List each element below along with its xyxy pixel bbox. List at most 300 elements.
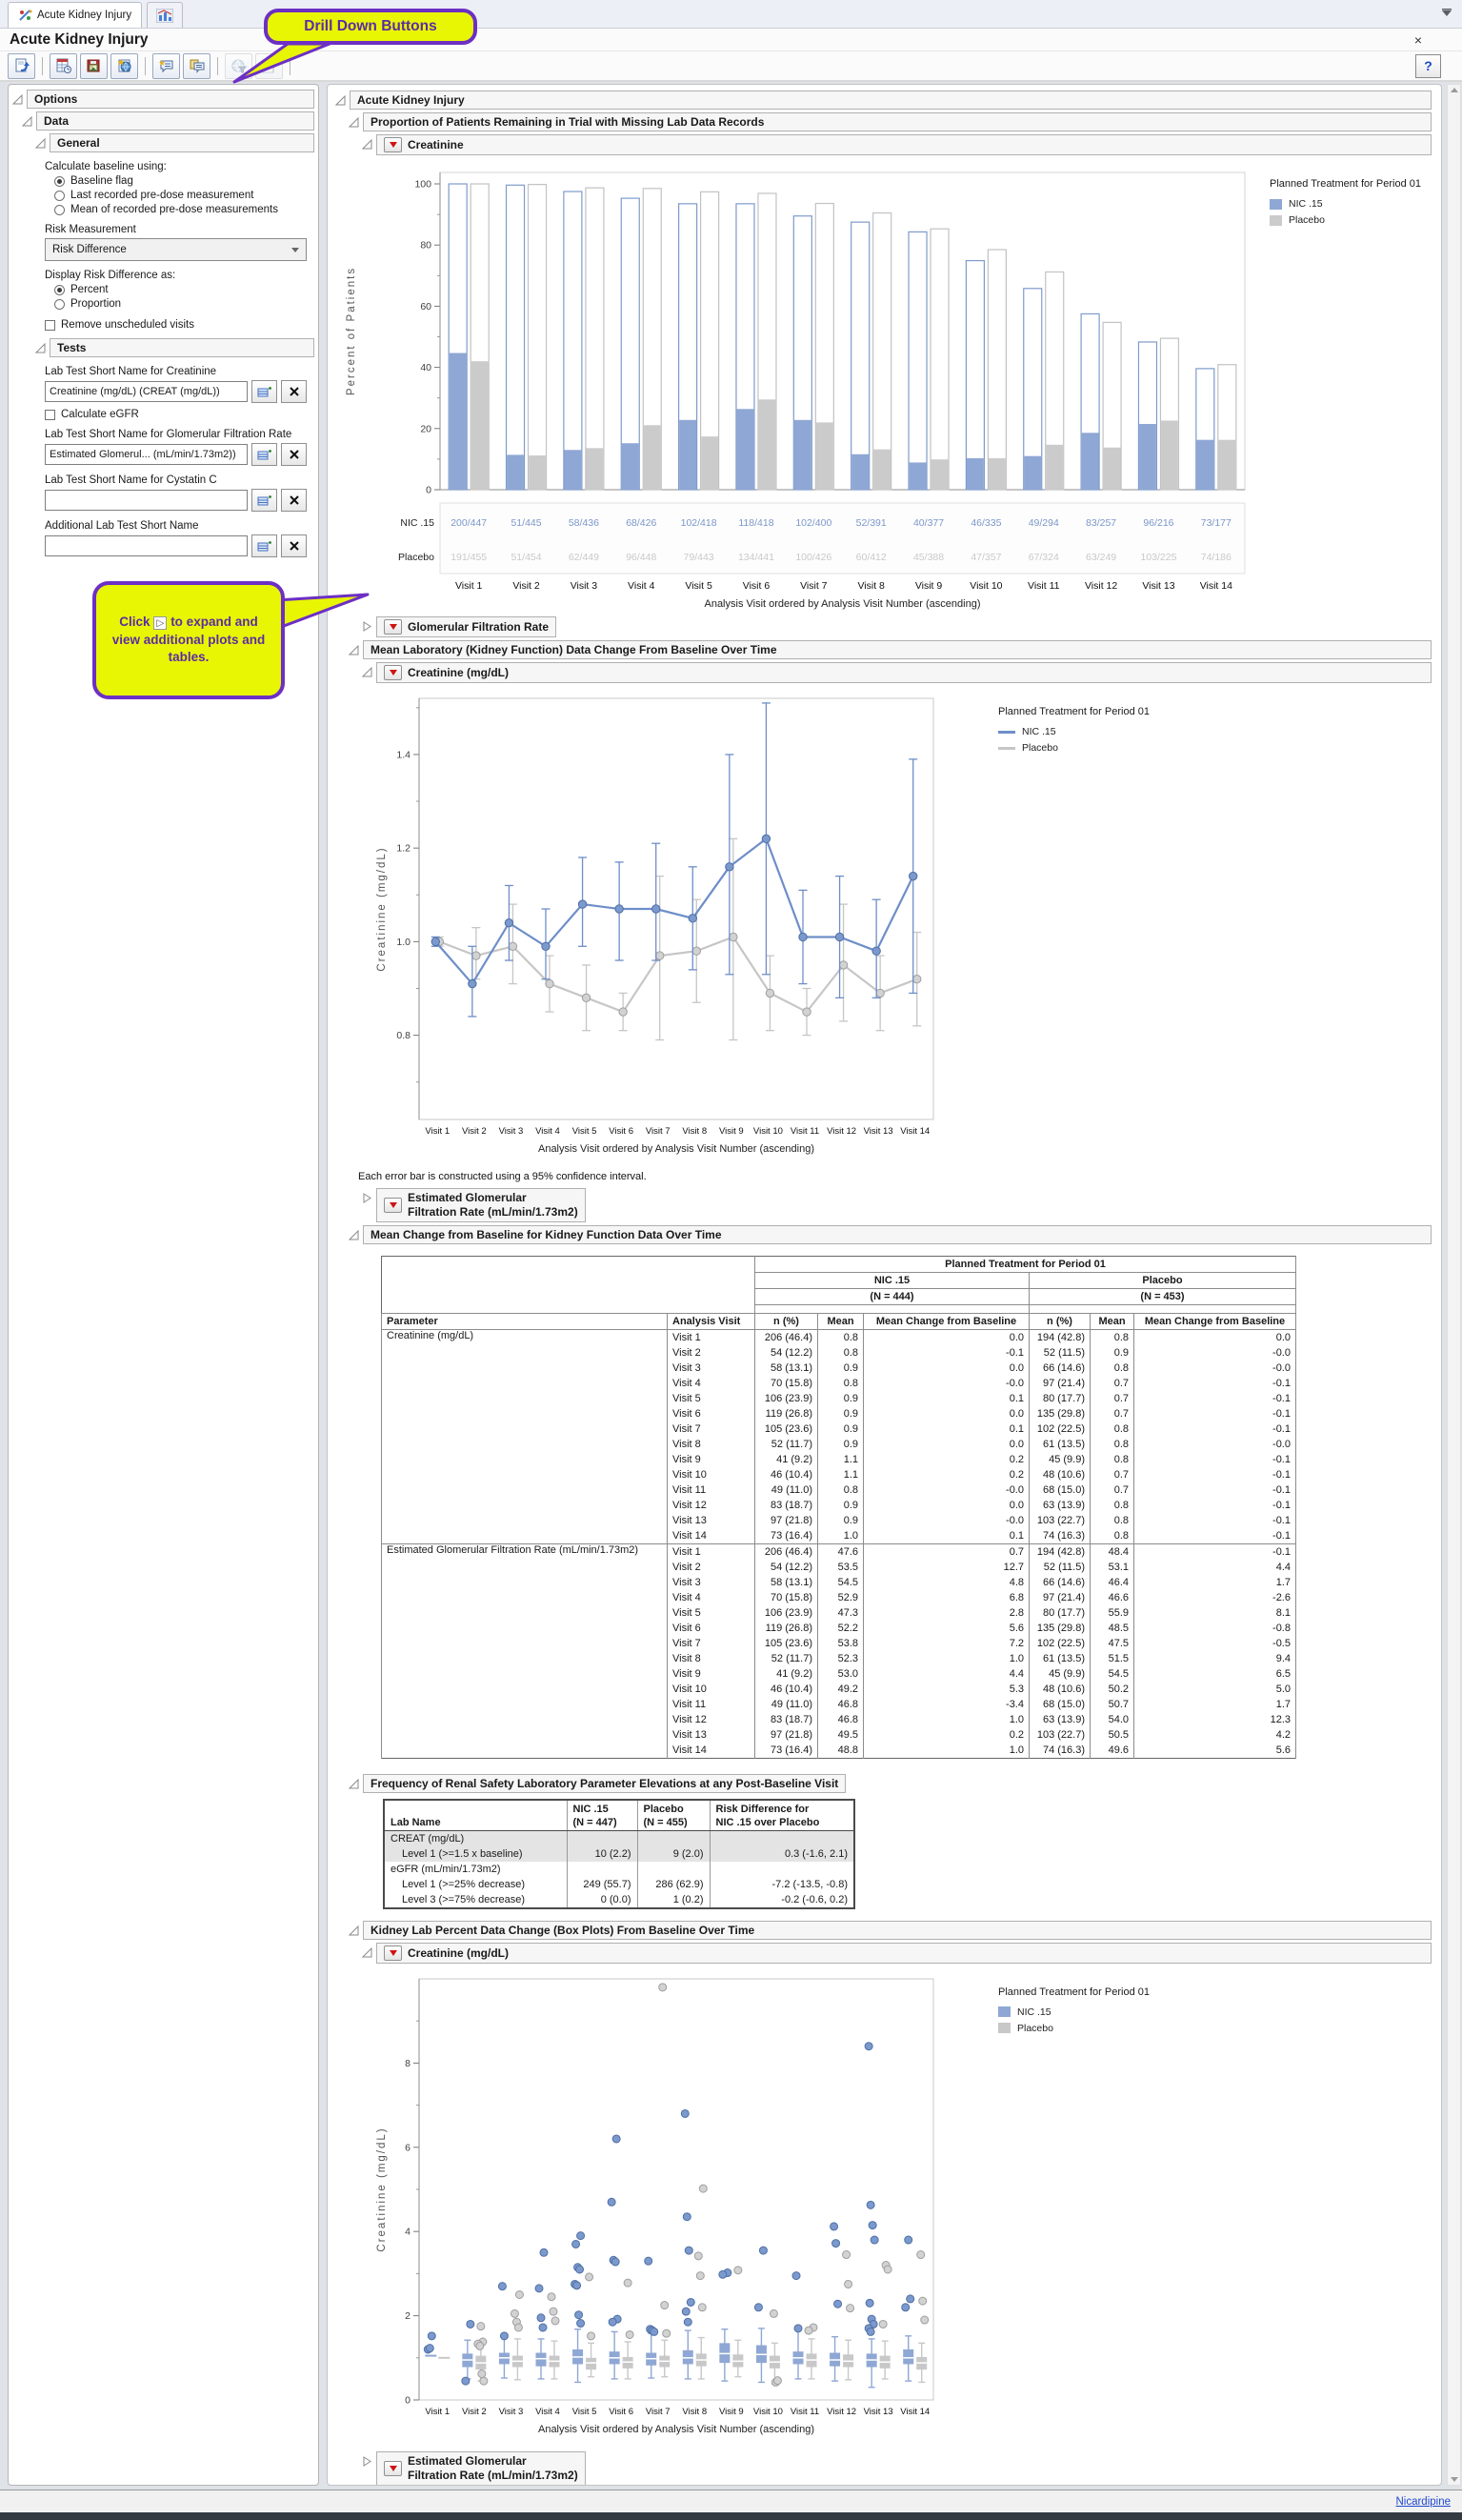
outlier-point xyxy=(871,2236,878,2244)
outlier-point xyxy=(551,2316,559,2324)
section-acute-kidney-injury xyxy=(335,91,1432,110)
data-point xyxy=(472,952,480,959)
outlier-point xyxy=(794,2324,802,2331)
clear-button[interactable] xyxy=(281,443,307,466)
section-gfr-collapsed: Glomerular Filtration Rate xyxy=(362,616,1432,637)
svg-text:Visit 3: Visit 3 xyxy=(570,580,598,592)
svg-text:Visit 2: Visit 2 xyxy=(462,1126,487,1137)
outlier-point xyxy=(831,2222,838,2229)
outlier-point xyxy=(428,2331,435,2339)
missing-bar xyxy=(1046,445,1063,490)
clear-x-icon xyxy=(289,540,300,552)
svg-text:Visit 6: Visit 6 xyxy=(609,1126,633,1137)
svg-text:Visit 9: Visit 9 xyxy=(719,2406,744,2417)
journal-report-button[interactable] xyxy=(8,53,35,79)
radio-last-predose[interactable]: Last recorded pre-dose measurement xyxy=(54,190,309,201)
outlier-point xyxy=(626,2330,633,2338)
svg-text:Visit 14: Visit 14 xyxy=(900,2406,931,2417)
legend-item-placebo[interactable]: Placebo xyxy=(998,742,1150,754)
legend: Planned Treatment for Period 01 NIC .15 Placebo xyxy=(998,706,1150,754)
outlier-point xyxy=(694,2251,702,2259)
missing-bar xyxy=(816,422,833,489)
svg-text:Visit 11: Visit 11 xyxy=(1028,580,1060,592)
svg-text:Creatinine (mg/dL): Creatinine (mg/dL) xyxy=(376,846,388,972)
outlier-point xyxy=(907,2295,914,2303)
table-row: Visit 8 52 (11.7) 52.3 1.0 61 (13.5) 51.5 9.4 xyxy=(382,1651,1296,1666)
baseline-label: Calculate baseline using: xyxy=(45,161,167,172)
svg-text:Visit 2: Visit 2 xyxy=(512,580,540,592)
svg-text:Visit 4: Visit 4 xyxy=(535,2406,560,2417)
outlier-point xyxy=(699,2185,707,2192)
missing-bar xyxy=(910,462,927,489)
add-list-button[interactable] xyxy=(251,489,277,512)
disclosure-open-icon[interactable] xyxy=(349,1924,360,1935)
svg-text:2: 2 xyxy=(405,2309,411,2322)
disclosure-open-icon[interactable] xyxy=(349,1777,360,1788)
tab-strip xyxy=(0,0,1462,29)
journal-report-icon xyxy=(14,58,30,73)
table-row: Level 1 (>=1.5 x baseline) 10 (2.2) 9 (2.0) 0.3 (-1.6, 2.1) xyxy=(384,1846,854,1862)
svg-text:Visit 4: Visit 4 xyxy=(535,1126,560,1137)
outlier-point xyxy=(476,2342,484,2349)
svg-text:200/447: 200/447 xyxy=(451,517,488,529)
expand-callout: Click ▷ to expand and view additional plots and tables. xyxy=(92,581,285,699)
disclosure-open-icon[interactable] xyxy=(35,341,47,353)
outlier-point xyxy=(500,2331,508,2339)
radio-icon xyxy=(54,191,65,201)
svg-text:100/426: 100/426 xyxy=(795,552,832,563)
svg-text:73/177: 73/177 xyxy=(1200,517,1232,529)
data-point xyxy=(656,952,664,959)
clear-button[interactable] xyxy=(281,534,307,557)
missing-bar xyxy=(622,443,639,489)
svg-text:Visit 10: Visit 10 xyxy=(970,580,1003,592)
svg-text:60: 60 xyxy=(420,300,431,312)
radio-mean-predose[interactable]: Mean of recorded pre-dose measurements xyxy=(54,204,309,215)
svg-text:45/388: 45/388 xyxy=(912,552,945,563)
svg-text:100: 100 xyxy=(414,178,431,191)
creatinine-field-label: Lab Test Short Name for Creatinine xyxy=(45,366,217,377)
svg-text:Visit 8: Visit 8 xyxy=(682,2406,708,2417)
outlier-point xyxy=(537,2313,545,2321)
missing-bar xyxy=(851,454,869,490)
missing-bar xyxy=(1161,420,1178,489)
outlier-point xyxy=(572,2240,580,2248)
svg-text:Visit 12: Visit 12 xyxy=(827,2406,857,2417)
outlier-point xyxy=(773,2376,781,2384)
svg-text:191/455: 191/455 xyxy=(451,552,488,563)
svg-text:Visit 5: Visit 5 xyxy=(571,1126,597,1137)
outlier-point xyxy=(586,2273,593,2281)
table-row: Creatinine (mg/dL) Visit 1 206 (46.4) 0.8 0.0 194 (42.8) 0.8 0.0 xyxy=(382,1330,1296,1346)
disclosure-open-icon[interactable] xyxy=(349,115,360,127)
data-point xyxy=(505,919,512,927)
placebo-swatch xyxy=(1270,215,1282,226)
svg-text:Visit 10: Visit 10 xyxy=(752,1126,783,1137)
outlier-point xyxy=(515,2290,523,2298)
outlier-point xyxy=(645,2257,652,2265)
display-risk-label: Display Risk Difference as: xyxy=(45,270,176,281)
svg-text:Analysis Visit ordered by Anal: Analysis Visit ordered by Analysis Visit Number (ascending) xyxy=(537,1143,815,1155)
section-creatinine-box: Creatinine (mg/dL) xyxy=(362,1943,1432,1964)
legend-item-placebo[interactable]: Placebo xyxy=(1270,214,1421,226)
missing-bar xyxy=(679,420,696,490)
clear-x-icon xyxy=(289,449,300,460)
svg-text:Visit 8: Visit 8 xyxy=(857,580,885,592)
scroll-up-icon[interactable] xyxy=(1451,88,1458,92)
remaining-bar xyxy=(586,188,604,490)
risk-measurement-label: Risk Measurement xyxy=(45,224,136,235)
drilldown-button[interactable] xyxy=(384,619,402,635)
cystatin-field-label: Lab Test Short Name for Cystatin C xyxy=(45,474,217,486)
svg-text:Visit 9: Visit 9 xyxy=(914,580,943,592)
svg-text:Visit 12: Visit 12 xyxy=(827,1126,857,1137)
svg-text:Visit 2: Visit 2 xyxy=(462,2406,487,2417)
tab-menu-icon[interactable] xyxy=(1441,6,1452,23)
outlier-point xyxy=(576,2266,584,2273)
outlier-point xyxy=(698,2303,706,2310)
outlier-point xyxy=(539,2324,547,2331)
legend-item-nic[interactable]: NIC .15 xyxy=(998,726,1150,737)
missing-bar xyxy=(1082,433,1099,489)
table-row: Visit 12 83 (18.7) 0.9 0.0 63 (13.9) 0.8 -0.1 xyxy=(382,1498,1296,1513)
radio-icon xyxy=(54,205,65,215)
tab-acute-kidney-injury[interactable] xyxy=(8,2,142,28)
svg-text:4: 4 xyxy=(405,2226,411,2238)
svg-text:102/400: 102/400 xyxy=(795,517,832,529)
svg-text:Creatinine (mg/dL): Creatinine (mg/dL) xyxy=(376,2126,388,2252)
table-row: CREAT (mg/dL) xyxy=(384,1830,854,1846)
gfr-field[interactable]: Estimated Glomerul... (mL/min/1.73m2)) xyxy=(45,444,248,465)
svg-text:49/294: 49/294 xyxy=(1028,517,1059,529)
data-point xyxy=(799,933,807,940)
save-image-button[interactable] xyxy=(80,53,108,79)
toolbar-separator xyxy=(42,57,43,75)
outlier-point xyxy=(540,2248,548,2256)
placebo-box-swatch xyxy=(998,2023,1011,2033)
close-icon[interactable]: × xyxy=(1413,31,1422,48)
risk-measurement-select[interactable] xyxy=(45,238,307,261)
section-title: Acute Kidney Injury xyxy=(357,93,465,107)
section-mean-lab: Mean Laboratory (Kidney Function) Data Change From Baseline Over Time xyxy=(349,640,1432,659)
creatinine-field[interactable]: Creatinine (mg/dL) (CREAT (mg/dL)) xyxy=(45,381,248,402)
radio-icon xyxy=(54,285,65,295)
table-row: Level 1 (>=25% decrease) 249 (55.7) 286 (62.9) -7.2 (-13.5, -0.8) xyxy=(384,1877,854,1892)
missing-bar xyxy=(471,361,489,489)
drilldown-button[interactable] xyxy=(384,1198,402,1213)
table-row: Visit 8 52 (11.7) 0.9 0.0 61 (13.5) 0.8 -0.0 xyxy=(382,1437,1296,1452)
new-window-icon xyxy=(117,58,132,73)
title-bar xyxy=(0,29,1462,51)
help-button[interactable]: ? xyxy=(1415,54,1441,78)
add-list-button[interactable] xyxy=(251,380,277,403)
svg-text:40: 40 xyxy=(420,362,431,374)
missing-bar xyxy=(1104,448,1121,490)
svg-text:NIC .15: NIC .15 xyxy=(400,517,434,529)
svg-text:79/443: 79/443 xyxy=(683,552,714,563)
data-point xyxy=(762,835,770,842)
checkbox-icon xyxy=(45,410,55,420)
svg-text:68/426: 68/426 xyxy=(626,517,657,529)
outlier-point xyxy=(867,2201,874,2208)
table-row: Visit 13 97 (21.8) 0.9 -0.0 103 (22.7) 0.8 -0.1 xyxy=(382,1513,1296,1528)
remaining-bar xyxy=(966,261,984,490)
risk-measurement-value: Risk Difference xyxy=(52,244,127,255)
mean-creatinine-line-chart[interactable] xyxy=(364,691,992,1167)
legend: Planned Treatment for Period 01 NIC .15 Placebo xyxy=(1270,178,1421,226)
drilldown-button[interactable] xyxy=(384,665,402,680)
radio-percent[interactable]: Percent xyxy=(54,284,309,295)
svg-text:Visit 7: Visit 7 xyxy=(800,580,828,592)
outlier-point xyxy=(754,2303,762,2310)
tests-title: Tests xyxy=(57,341,87,354)
remaining-bar xyxy=(873,212,891,490)
add-list-icon xyxy=(257,494,271,507)
table-row: Visit 10 46 (10.4) 49.2 5.3 48 (10.6) 50.2 5.0 xyxy=(382,1682,1296,1697)
svg-text:Visit 1: Visit 1 xyxy=(425,2406,451,2417)
report-panel xyxy=(327,84,1442,2486)
data-point xyxy=(835,933,843,940)
svg-text:0.8: 0.8 xyxy=(396,1030,411,1042)
svg-text:Visit 5: Visit 5 xyxy=(685,580,712,592)
svg-text:8: 8 xyxy=(405,2057,411,2069)
drilldown-button[interactable] xyxy=(384,1945,402,1961)
outlier-point xyxy=(550,2308,557,2315)
svg-text:Visit 3: Visit 3 xyxy=(498,1126,524,1137)
radio-proportion[interactable]: Proportion xyxy=(54,298,309,310)
creatinine-field-row xyxy=(45,380,307,403)
svg-text:Visit 12: Visit 12 xyxy=(1084,580,1118,592)
svg-text:Visit 11: Visit 11 xyxy=(790,2406,820,2417)
table-row: Visit 5 106 (23.9) 47.3 2.8 80 (17.7) 55.9 8.1 xyxy=(382,1605,1296,1621)
section-frequency: Frequency of Renal Safety Laboratory Parameter Elevations at any Post-Baseline Visit xyxy=(349,1774,1432,1793)
outlier-point xyxy=(548,2292,555,2300)
svg-text:134/441: 134/441 xyxy=(737,552,774,563)
disclosure-closed-icon: ▷ xyxy=(153,616,167,630)
outlier-point xyxy=(879,2320,887,2328)
disclosure-open-icon[interactable] xyxy=(362,1945,373,1957)
svg-text:0: 0 xyxy=(426,484,431,496)
missing-bar xyxy=(1024,456,1041,490)
cystatin-field-row xyxy=(45,489,307,512)
toolbar xyxy=(0,51,1462,82)
outlier-point xyxy=(734,2266,742,2273)
remaining-bar xyxy=(931,229,949,490)
table-row: Visit 10 46 (10.4) 1.1 0.2 48 (10.6) 0.7 -0.1 xyxy=(382,1467,1296,1482)
outlier-point xyxy=(624,2279,631,2287)
mean-change-table-host xyxy=(335,1256,1433,1759)
clear-x-icon xyxy=(289,386,300,397)
add-list-icon xyxy=(257,449,271,461)
outlier-point xyxy=(865,2042,872,2049)
remove-unscheduled-checkbox[interactable]: Remove unscheduled visits xyxy=(45,319,309,331)
analysis-icon xyxy=(18,9,32,22)
outlier-point xyxy=(498,2282,506,2289)
data-point xyxy=(652,905,660,913)
outlier-point xyxy=(577,2231,585,2239)
svg-text:67/324: 67/324 xyxy=(1028,552,1059,563)
table-row: Visit 11 49 (11.0) 0.8 -0.0 68 (15.0) 0.7 -0.1 xyxy=(382,1482,1296,1498)
outlier-point xyxy=(683,2212,691,2220)
table-row: Visit 3 58 (13.1) 54.5 4.8 66 (14.6) 46.4 1.7 xyxy=(382,1575,1296,1590)
disclosure-open-icon[interactable] xyxy=(22,114,33,126)
nicardipine-link[interactable]: Nicardipine xyxy=(1395,2495,1451,2508)
outlier-point xyxy=(514,2324,522,2331)
disclosure-closed-icon[interactable] xyxy=(362,1191,373,1202)
outlier-point xyxy=(832,2239,840,2247)
annotate-icon xyxy=(158,59,174,73)
disclosure-open-icon[interactable] xyxy=(362,665,373,676)
legend-item-nic[interactable]: NIC .15 xyxy=(998,2006,1150,2018)
outlier-point xyxy=(684,2318,691,2326)
plot-area xyxy=(419,1979,933,2400)
missing-bar xyxy=(450,353,467,490)
svg-text:Analysis Visit ordered by Anal: Analysis Visit ordered by Analysis Visit Number (ascending) xyxy=(537,2423,815,2435)
section-mean-change-table: Mean Change from Baseline for Kidney Function Data Over Time xyxy=(349,1225,1432,1244)
missing-bar xyxy=(931,459,949,489)
outlier-point xyxy=(845,2280,852,2288)
disclosure-open-icon[interactable] xyxy=(349,643,360,655)
outlier-point xyxy=(919,2297,927,2305)
outlier-point xyxy=(843,2250,851,2258)
svg-text:96/448: 96/448 xyxy=(626,552,657,563)
missing-bar xyxy=(967,458,984,489)
missing-lab-bar-chart[interactable] xyxy=(335,163,1264,613)
copy-annotation-button[interactable] xyxy=(183,53,210,79)
outlier-point xyxy=(426,2344,433,2351)
svg-text:Visit 14: Visit 14 xyxy=(1199,580,1232,592)
remaining-bar xyxy=(851,222,870,490)
outlier-point xyxy=(480,2377,488,2385)
svg-text:20: 20 xyxy=(420,423,431,435)
svg-text:51/454: 51/454 xyxy=(511,552,542,563)
outlier-point xyxy=(661,2301,669,2308)
additional-field[interactable] xyxy=(45,535,248,556)
box xyxy=(586,2357,596,2369)
table-row: Visit 11 49 (11.0) 46.8 -3.4 68 (15.0) 50.7 1.7 xyxy=(382,1697,1296,1712)
vertical-scrollbar[interactable] xyxy=(1447,84,1461,2486)
outlier-point xyxy=(462,2377,470,2385)
disclosure-open-icon[interactable] xyxy=(335,93,347,105)
svg-text:Visit 3: Visit 3 xyxy=(498,2406,524,2417)
outlier-point xyxy=(696,2271,704,2279)
outlier-point xyxy=(902,2303,910,2310)
outlier-point xyxy=(573,2281,581,2288)
outlier-point xyxy=(609,2318,616,2326)
new-window-button[interactable] xyxy=(110,53,138,79)
data-point xyxy=(876,989,884,997)
table-row: Visit 9 41 (9.2) 53.0 4.4 45 (9.9) 54.5 6.5 xyxy=(382,1666,1296,1682)
disclosure-open-icon[interactable] xyxy=(362,137,373,149)
svg-text:96/216: 96/216 xyxy=(1143,517,1174,529)
table-row: Visit 2 54 (12.2) 0.8 -0.1 52 (11.5) 0.9 -0.0 xyxy=(382,1345,1296,1361)
table-row: Visit 6 119 (26.8) 52.2 5.6 135 (29.8) 48.5 -0.8 xyxy=(382,1621,1296,1636)
options-panel xyxy=(8,84,319,2486)
missing-bar xyxy=(564,450,581,489)
options-header xyxy=(12,90,314,109)
box-plot-chart-row xyxy=(364,1971,1433,2448)
outlier-point xyxy=(770,2309,777,2317)
missing-bar xyxy=(1139,424,1156,489)
cystatin-field[interactable] xyxy=(45,490,248,511)
outlier-point xyxy=(921,2316,929,2324)
missing-bar xyxy=(1196,440,1213,490)
radio-baseline-flag[interactable]: Baseline flag xyxy=(54,175,309,187)
table-row: Visit 14 73 (16.4) 1.0 0.1 74 (16.3) 0.8 -0.1 xyxy=(382,1528,1296,1544)
svg-text:Visit 9: Visit 9 xyxy=(719,1126,744,1137)
checkbox-icon xyxy=(45,320,55,331)
svg-text:52/391: 52/391 xyxy=(855,517,887,529)
disclosure-open-icon[interactable] xyxy=(349,1228,360,1240)
data-point xyxy=(542,942,550,950)
svg-text:58/436: 58/436 xyxy=(568,517,599,529)
toolbar-separator xyxy=(217,57,218,75)
add-list-button[interactable] xyxy=(251,443,277,466)
missing-bar xyxy=(1218,440,1235,490)
page-title: Acute Kidney Injury xyxy=(10,30,149,48)
outlier-point xyxy=(866,2299,873,2307)
svg-text:1.4: 1.4 xyxy=(396,749,411,761)
remaining-bar xyxy=(909,232,927,490)
add-list-button[interactable] xyxy=(251,534,277,557)
disclosure-open-icon[interactable] xyxy=(12,92,24,104)
drilldown-button[interactable] xyxy=(384,2461,402,2476)
pct-change-box-chart[interactable] xyxy=(364,1971,992,2448)
annotate-button[interactable] xyxy=(152,53,180,79)
data-point xyxy=(913,975,921,982)
table-row: Visit 2 54 (12.2) 53.5 12.7 52 (11.5) 53.1 4.4 xyxy=(382,1560,1296,1575)
section-creatinine-bar: Creatinine xyxy=(362,134,1432,155)
missing-bar xyxy=(989,458,1006,489)
outlier-point xyxy=(687,2298,694,2306)
outlier-point xyxy=(612,2135,620,2143)
data-point xyxy=(615,905,623,913)
table-row: Visit 5 106 (23.9) 0.9 0.1 80 (17.7) 0.7 -0.1 xyxy=(382,1391,1296,1406)
remaining-bar xyxy=(988,250,1006,490)
radio-icon xyxy=(54,176,65,187)
clear-button[interactable] xyxy=(281,380,307,403)
svg-text:Visit 7: Visit 7 xyxy=(645,1126,671,1137)
table-row: Level 3 (>=75% decrease) 0 (0.0) 1 (0.2) -0.2 (-0.6, 0.2) xyxy=(384,1892,854,1908)
svg-text:47/357: 47/357 xyxy=(971,552,1002,563)
disclosure-closed-icon[interactable] xyxy=(362,2454,373,2466)
svg-text:Visit 1: Visit 1 xyxy=(425,1126,451,1137)
legend-item-placebo[interactable]: Placebo xyxy=(998,2023,1150,2034)
legend-item-nic[interactable]: NIC .15 xyxy=(1270,198,1421,210)
svg-text:Visit 6: Visit 6 xyxy=(742,580,771,592)
missing-bar xyxy=(873,450,891,490)
outlier-point xyxy=(905,2236,912,2244)
disclosure-open-icon[interactable] xyxy=(35,136,47,148)
drilldown-button[interactable] xyxy=(384,137,402,152)
svg-text:Visit 13: Visit 13 xyxy=(863,2406,893,2417)
data-table-button[interactable] xyxy=(50,53,77,79)
missing-bar xyxy=(759,399,776,489)
svg-text:Analysis Visit ordered by Anal: Analysis Visit ordered by Analysis Visit Number (ascending) xyxy=(704,598,981,610)
svg-text:Visit 7: Visit 7 xyxy=(645,2406,671,2417)
outlier-point xyxy=(682,2308,690,2315)
missing-bar xyxy=(586,448,603,489)
data-point xyxy=(872,947,880,955)
tab-chart[interactable] xyxy=(147,2,183,28)
outlier-point xyxy=(611,2258,619,2266)
svg-text:Visit 8: Visit 8 xyxy=(682,1126,708,1137)
svg-text:Placebo: Placebo xyxy=(398,552,434,563)
calculate-egfr-checkbox[interactable]: Calculate eGFR xyxy=(45,409,309,420)
svg-text:Visit 5: Visit 5 xyxy=(571,2406,597,2417)
scroll-down-icon[interactable] xyxy=(1451,2477,1458,2482)
clear-button[interactable] xyxy=(281,489,307,512)
